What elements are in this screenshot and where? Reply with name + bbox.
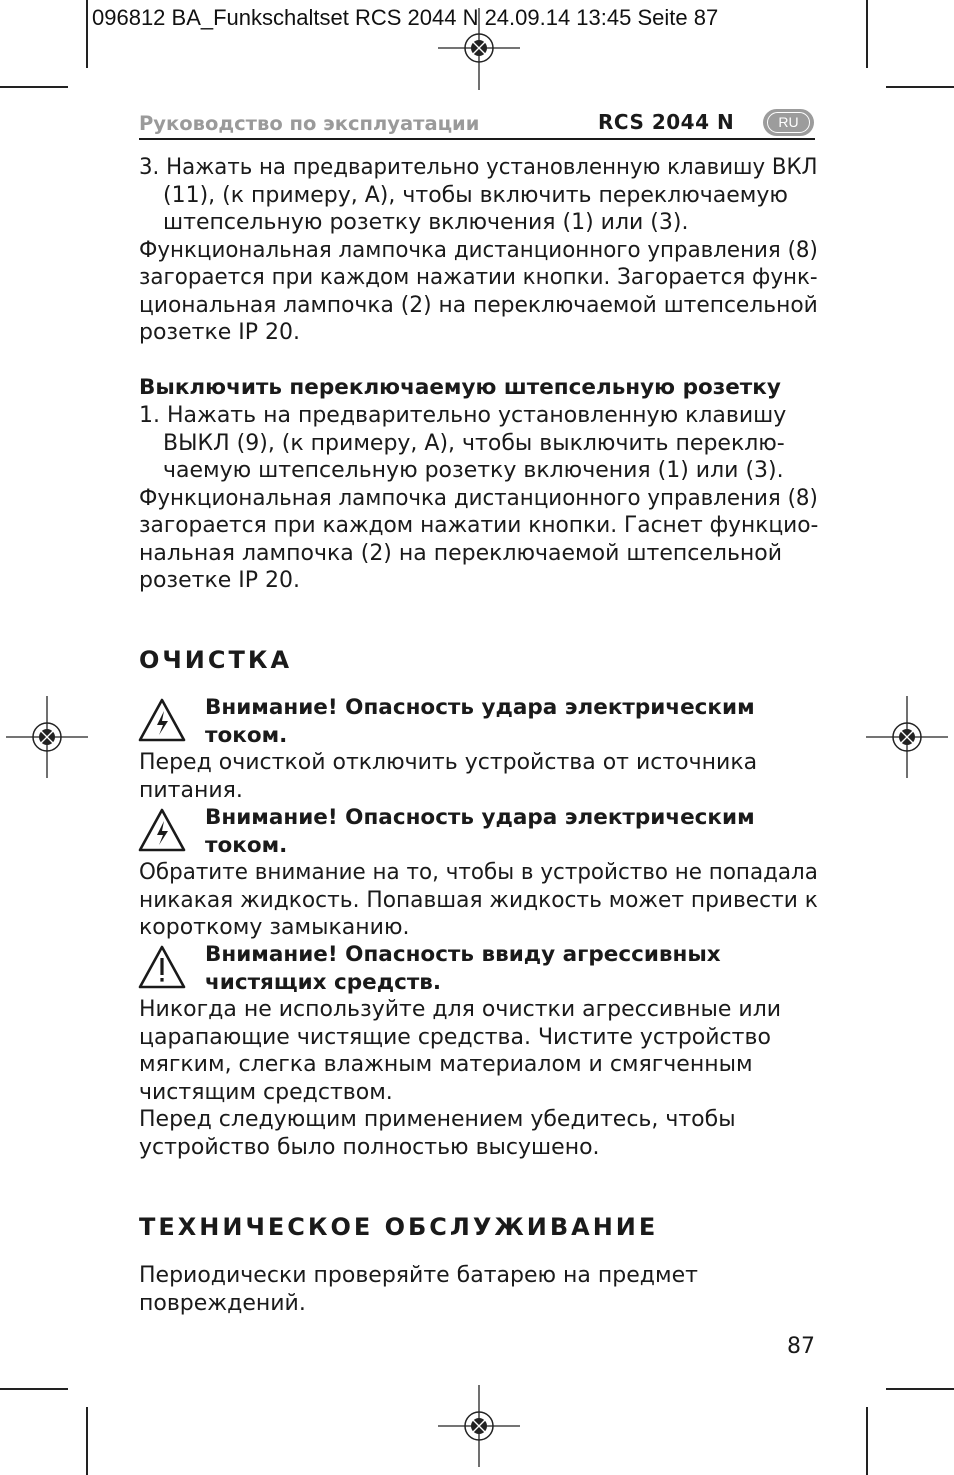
paragraph-line: Периодически проверяйте батарею на предмет: [139, 1263, 698, 1288]
paragraph-line: циональная лампочка (2) на переключаемой штепсельной: [139, 292, 818, 318]
paragraph-line: чистящим средством.: [139, 1079, 393, 1105]
paragraph-line: Функциональная лампочка дистанционного управления (8): [139, 485, 818, 511]
paragraph-line: мягким, слегка влажным материалом и смягченным: [139, 1052, 753, 1077]
print-slug: 096812 BA_Funkschaltset RCS 2044 N 24.09.14 13:45 Seite 87: [92, 5, 719, 30]
step-line: 1. Нажать на предварительно установленную клавишу: [139, 403, 787, 428]
paragraph-line: Никогда не используйте для очистки агрессивные или: [139, 997, 782, 1022]
paragraph-line: загорается при каждом нажатии кнопки. Загорается функ-: [139, 265, 818, 290]
registration-mark-icon: [6, 696, 88, 778]
subsection-heading: Выключить переключаемую штепсельную розетку: [139, 375, 781, 400]
paragraph-line: розетке IP 20.: [139, 568, 301, 593]
warning-title-line: Внимание! Опасность удара электрическим: [205, 805, 755, 830]
manual-section-label: Руководство по эксплуатации: [139, 112, 480, 135]
paragraph-line: царапающие чистящие средства. Чистите устройство: [139, 1024, 771, 1050]
electric-shock-warning-icon: [137, 807, 187, 853]
language-badge: [763, 109, 814, 136]
step-line: чаемую штепсельную розетку включения (1) или (3).: [163, 458, 784, 483]
crop-mark: [886, 86, 954, 88]
crop-mark: [866, 1407, 868, 1475]
step-line: 3. Нажать на предварительно установленную клавишу ВКЛ: [139, 155, 818, 180]
section-heading-maintenance: ТЕХНИЧЕСКОЕ ОБСЛУЖИВАНИЕ: [139, 1213, 659, 1241]
paragraph-line: повреждений.: [139, 1290, 306, 1316]
electric-shock-warning-icon: [137, 697, 187, 743]
registration-mark-icon: [438, 1385, 520, 1467]
paragraph-line: питания.: [139, 777, 243, 803]
section-heading-cleaning: ОЧИСТКА: [139, 646, 293, 674]
warning-title-line: Внимание! Опасность удара электрическим: [205, 695, 755, 720]
page-number: 87: [787, 1334, 815, 1359]
crop-mark: [0, 1388, 68, 1390]
registration-mark-icon: [866, 696, 948, 778]
warning-title-line: током.: [205, 722, 288, 748]
crop-mark: [86, 0, 88, 68]
language-code: RU: [767, 112, 810, 133]
paragraph-line: устройство было полностью высушено.: [139, 1134, 600, 1160]
model-name: RCS 2044 N: [598, 110, 735, 134]
step-line: (11), (к примеру, A), чтобы включить переключаемую: [163, 182, 788, 208]
warning-title-line: чистящих средств.: [205, 969, 442, 995]
paragraph-line: никакая жидкость. Попавшая жидкость может привести к: [139, 887, 818, 913]
paragraph-line: Перед следующим применением убедитесь, чтобы: [139, 1107, 736, 1132]
header-divider: [139, 138, 815, 140]
paragraph-line: загорается при каждом нажатии кнопки. Гаснет функцио-: [139, 513, 819, 538]
paragraph-line: Обратите внимание на то, чтобы в устройство не попадала: [139, 860, 818, 885]
step-line: ВЫКЛ (9), (к примеру, A), чтобы выключить переклю-: [163, 430, 785, 456]
warning-title-line: током.: [205, 832, 288, 858]
paragraph-line: нальная лампочка (2) на переключаемой штепсельной: [139, 540, 783, 566]
step-line: штепсельную розетку включения (1) или (3).: [163, 210, 689, 235]
crop-mark: [86, 1407, 88, 1475]
paragraph-line: розетке IP 20.: [139, 320, 301, 345]
paragraph-line: Перед очисткой отключить устройства от источника: [139, 750, 758, 775]
registration-mark-icon: [438, 8, 520, 90]
crop-mark: [866, 0, 868, 68]
paragraph-line: короткому замыканию.: [139, 915, 410, 940]
crop-mark: [0, 86, 68, 88]
paragraph-line: Функциональная лампочка дистанционного управления (8): [139, 237, 818, 263]
warning-title-line: Внимание! Опасность ввиду агрессивных: [205, 942, 721, 967]
general-warning-icon: [137, 944, 187, 990]
crop-mark: [886, 1388, 954, 1390]
